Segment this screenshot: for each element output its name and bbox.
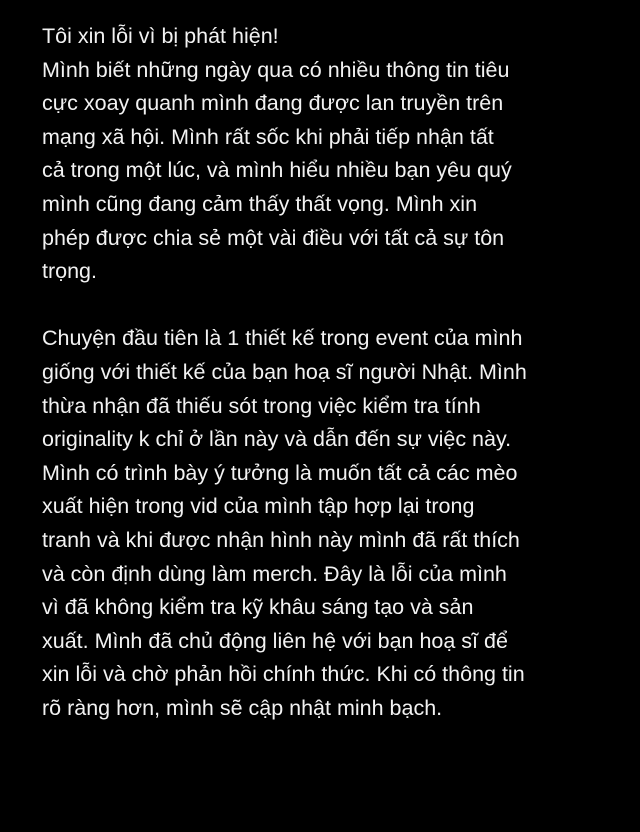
text-line: trọng. — [42, 259, 97, 284]
text-line: tranh và khi được nhận hình này mình đã rất thích — [42, 527, 520, 552]
text-line: xin lỗi và chờ phản hồi chính thức. Khi có thông tin — [42, 662, 525, 687]
text-line: và còn định dùng làm merch. Đây là lỗi của mình — [42, 561, 507, 586]
text-line: rõ ràng hơn, mình sẽ cập nhật minh bạch. — [42, 695, 443, 720]
text-line: Tôi xin lỗi vì bị phát hiện! — [42, 24, 279, 48]
paragraph-spacer — [42, 289, 632, 323]
text-line: xuất. Mình đã chủ động liên hệ với bạn hoạ sĩ để — [42, 628, 508, 653]
text-line: Mình biết những ngày qua có nhiều thông tin tiêu — [42, 57, 510, 82]
note-text-body — [42, 20, 632, 725]
text-line: thừa nhận đã thiếu sót trong việc kiểm tra tính — [42, 393, 481, 418]
text-line: Chuyện đầu tiên là 1 thiết kế trong event của mình — [42, 326, 523, 351]
text-line: Mình có trình bày ý tưởng là muốn tất cả các mèo — [42, 460, 518, 485]
text-line: mạng xã hội. Mình rất sốc khi phải tiếp nhận tất — [42, 124, 494, 149]
paragraph-apology — [42, 20, 632, 289]
text-line: phép được chia sẻ một vài điều với tất cả sự tôn — [42, 225, 505, 250]
text-line: cả trong một lúc, và mình hiểu nhiều bạn yêu quý — [42, 158, 512, 183]
text-line: xuất hiện trong vid của mình tập hợp lại trong — [42, 494, 475, 519]
text-line: cực xoay quanh mình đang được lan truyền trên — [42, 91, 504, 116]
paragraph-design-issue — [42, 322, 632, 725]
text-line: giống với thiết kế của bạn hoạ sĩ người Nhật. Mình — [42, 359, 527, 384]
text-line: vì đã không kiểm tra kỹ khâu sáng tạo và sản — [42, 595, 474, 620]
text-line: mình cũng đang cảm thấy thất vọng. Mình xin — [42, 191, 478, 216]
text-line: originality k chỉ ở lần này và dẫn đến sự việc này. — [42, 427, 512, 452]
